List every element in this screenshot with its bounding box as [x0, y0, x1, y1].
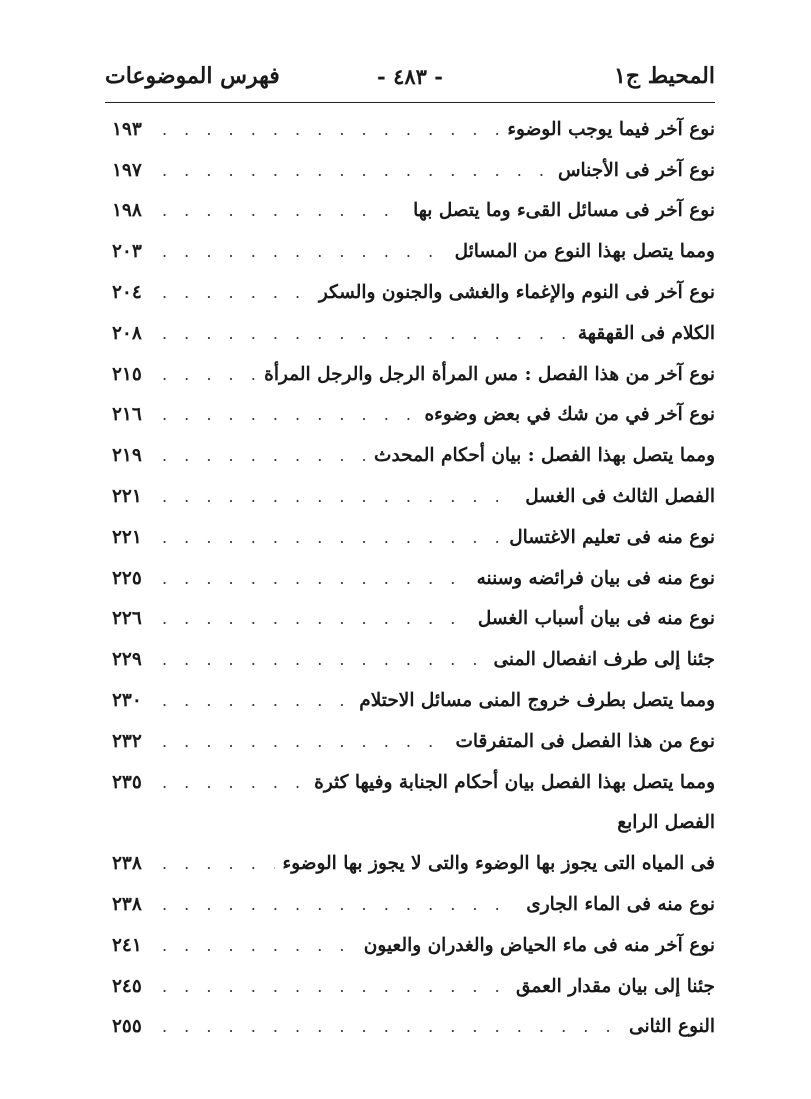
- toc-entry-page: ٢٤١: [112, 934, 142, 956]
- toc-entry-page: ٢٤٥: [112, 975, 142, 997]
- toc-entry-page: ٢٥٥: [112, 1016, 142, 1038]
- toc-entry-title: نوع آخر من هذا الفصل : مس المرأة الرجل والرجل المرأة: [264, 363, 715, 385]
- toc-entry-title: نوع منه فى تعليم الاغتسال: [509, 526, 715, 548]
- leader-dots: [162, 446, 366, 465]
- toc-entry-title: ومما يتصل بهذا الفصل : بيان أحكام المحدث: [374, 445, 715, 467]
- toc-entry-page: ٢١٥: [112, 363, 142, 385]
- book-title: المحيط ج١: [614, 63, 715, 89]
- toc-entry-title: نوع منه فى بيان أسباب الغسل: [477, 608, 715, 630]
- leader-dots: [162, 569, 469, 588]
- leader-dots: [162, 936, 356, 955]
- toc-entry-page: ٢١٩: [112, 445, 142, 467]
- toc-row: [112, 150, 715, 191]
- toc-entry-page: ٢٢٩: [112, 649, 142, 671]
- toc-entry-page: ٢٢٥: [112, 567, 142, 589]
- toc-entry-title: جئنا إلى طرف انفصال المنى: [493, 649, 715, 671]
- toc-row: [112, 843, 715, 884]
- toc-entry-page: ١٩٧: [112, 159, 142, 181]
- leader-dots: [162, 161, 550, 180]
- toc-row: [112, 1007, 715, 1048]
- toc-entry-page: ٢٢١: [112, 486, 142, 508]
- toc-entry-title: نوع آخر فى الأجناس: [557, 159, 715, 181]
- leader-dots: [162, 691, 351, 710]
- toc-entry-title: نوع آخر فى مسائل القىء وما يتصل بها: [413, 200, 715, 222]
- toc-entry-page: ٢٣٨: [112, 894, 142, 916]
- leader-dots: [162, 405, 416, 424]
- toc-entry-page: ٢٠٤: [112, 282, 142, 304]
- toc-entry-title: جئنا إلى بيان مقدار العمق: [515, 975, 715, 997]
- toc-entry-title: ومما يتصل بطرف خروج المنى مسائل الاحتلام: [359, 690, 715, 712]
- toc-entry-title: نوع آخر فيما يوجب الوضوء: [507, 118, 715, 140]
- toc-entry-title: الفصل الثالث فى الغسل: [525, 486, 715, 508]
- toc-entry-page: ٢٣٠: [112, 690, 142, 712]
- leader-dots: [162, 528, 501, 547]
- toc-row: [112, 639, 715, 680]
- toc-row: [112, 762, 715, 803]
- leader-dots: [162, 201, 405, 220]
- section-title: فهرس الموضوعات: [105, 63, 280, 89]
- toc-row: [112, 395, 715, 436]
- toc-entry-page: ٢٣٥: [112, 771, 142, 793]
- toc-row: [112, 599, 715, 640]
- toc-entry-title: نوع آخر في من شك في بعض وضوءه: [424, 404, 715, 426]
- leader-dots: [162, 487, 517, 506]
- toc-row: [112, 558, 715, 599]
- leader-dots: [162, 365, 256, 384]
- toc-row: [112, 966, 715, 1007]
- toc-row: [112, 680, 715, 721]
- leader-dots: [162, 773, 306, 792]
- toc-entry-page: ٢٢٦: [112, 608, 142, 630]
- leader-dots: [162, 609, 470, 628]
- toc-entry-page: ٢٣٢: [112, 730, 142, 752]
- toc-row: [112, 272, 715, 313]
- toc-row: [112, 313, 715, 354]
- toc-entry-title: النوع الثانى: [629, 1016, 715, 1038]
- leader-dots: [162, 650, 485, 669]
- toc-row: [112, 231, 715, 272]
- toc-row: [112, 476, 715, 517]
- toc-entry-title: نوع منه فى بيان فرائضه وسننه: [476, 567, 715, 589]
- toc-row: [112, 354, 715, 395]
- leader-dots: [162, 895, 518, 914]
- toc-row: [112, 191, 715, 232]
- toc-row: [112, 721, 715, 762]
- toc-entry-title: نوع آخر منه فى ماء الحياض والغدران والعيون: [363, 934, 715, 956]
- leader-dots: [162, 324, 570, 343]
- toc-entry-title: نوع آخر فى النوم والإغماء والغشى والجنون والسكر: [318, 282, 715, 304]
- toc-entry-title: ومما يتصل بهذا الفصل بيان أحكام الجنابة وفيها كثرة: [314, 771, 715, 793]
- toc-entry-page: ٢١٦: [112, 404, 142, 426]
- toc-entry-title: نوع منه فى الماء الجارى: [526, 894, 715, 916]
- toc-entry-page: ٢٢١: [112, 526, 142, 548]
- page-number: - ٤٨٣ -: [377, 63, 443, 89]
- table-of-contents: [112, 109, 715, 1047]
- leader-dots: [162, 732, 447, 751]
- toc-row: [112, 925, 715, 966]
- toc-entry-title: الكلام فى القهقهة: [577, 322, 715, 344]
- leader-dots: [162, 120, 499, 139]
- leader-dots: [162, 283, 311, 302]
- leader-dots: [162, 977, 508, 996]
- toc-entry-title: فى المياه التى يجوز بها الوضوء والتى لا يجوز بها الوضوء: [282, 853, 715, 875]
- toc-entry-title: نوع من هذا الفصل فى المتفرقات: [455, 730, 715, 752]
- leader-dots: [162, 1017, 621, 1036]
- toc-entry-title: ومما يتصل بهذا النوع من المسائل: [454, 241, 715, 263]
- leader-dots: [162, 242, 447, 261]
- toc-entry-page: ١٩٨: [112, 200, 142, 222]
- toc-entry-page: ٢٠٨: [112, 322, 142, 344]
- toc-row: [112, 517, 715, 558]
- toc-row: [112, 884, 715, 925]
- toc-row-heading: [112, 803, 715, 844]
- toc-chapter-heading: الفصل الرابع: [617, 812, 715, 834]
- toc-entry-page: ٢٣٨: [112, 853, 142, 875]
- toc-row: [112, 109, 715, 150]
- toc-row: [112, 435, 715, 476]
- leader-dots: [162, 854, 275, 873]
- toc-entry-page: ٢٠٣: [112, 241, 142, 263]
- page-header: [105, 56, 715, 103]
- toc-entry-page: ١٩٣: [112, 118, 142, 140]
